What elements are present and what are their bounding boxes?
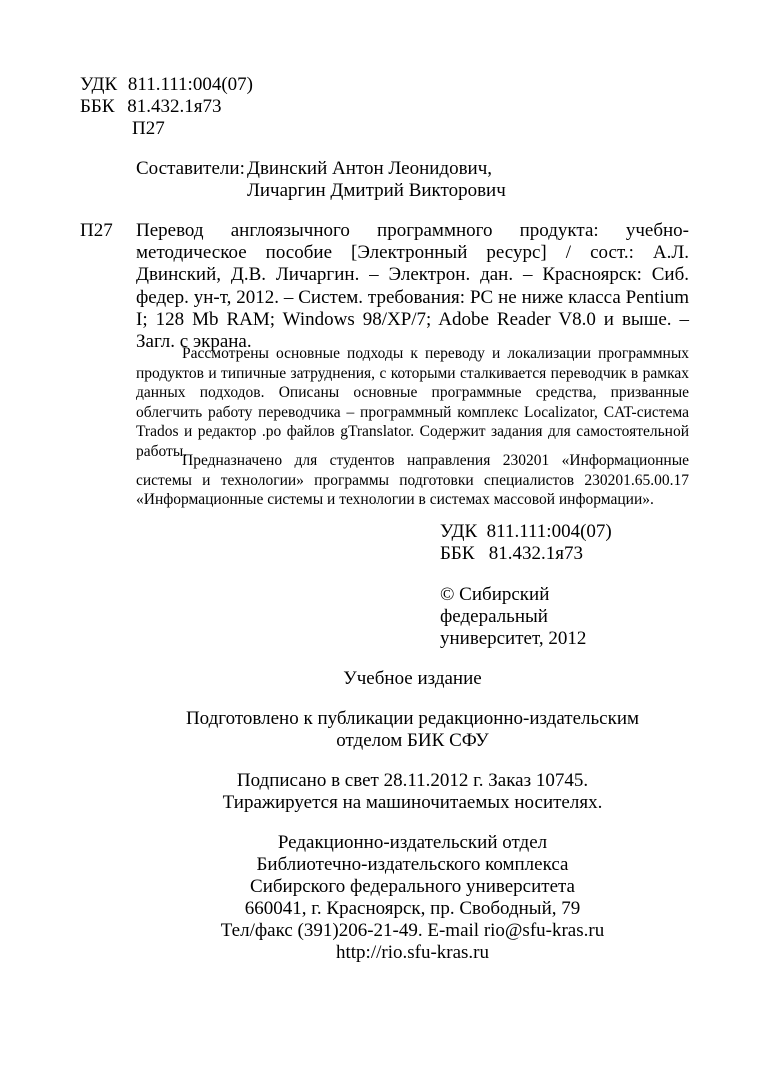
publisher-address: 660041, г. Красноярск, пр. Свободный, 79 [244,898,581,919]
publisher-contact: Тел/факс (391)206-21-49. E-mail rio@sfu-kras.ru [220,920,605,941]
bibliographic-mark: П27 [80,220,113,241]
prepared-by-line-2: отделом БИК СФУ [336,730,489,751]
copyright-line-2: федеральный [440,606,548,627]
udk-label: УДК [80,74,118,95]
compilers-label: Составители: [136,158,245,179]
udk-repeat: УДК 811.111:004(07) [440,521,612,542]
bbk-repeat: ББК 81.432.1я73 [440,543,583,564]
publisher-line-1: Редакционно-издательский отдел [277,832,548,853]
bbk-line [80,96,222,118]
compiler-name-1: Двинский Антон Леонидович, [247,158,493,179]
bibliographic-description: Перевод англоязычного программного продукта: учебно-методическое пособие [Электронный ресурс] / сост.: А.Л. Двинский, Д.В. Личаргин. – Электрон. дан. – Красноярск: Сиб. федер. ун-т, 2012. – Систем. требования: PC не ниже класса Pentium I; 128 Mb RAM; Windows 98/XP/7; Adobe Reader V8.0 и выше. – Загл. с экрана. [136,220,689,353]
publisher-website: http://rio.sfu-kras.ru [335,942,490,963]
author-mark: П27 [132,118,165,139]
publisher-line-3: Сибирского федерального университета [250,876,575,897]
annotation-paragraph-1: Рассмотрены основные подходы к переводу и локализации программных продуктов и типичные затруднения, с которыми сталкивается переводчик в рамках данных подходов. Описаны основные программные средства, призванные облегчить работу переводчика – программный комплекс Localizator, CAT-система Trados и редактор .po файлов gTranslator. Содержит задания для самостоятельной работы. [136,345,689,460]
bbk-label: ББК [80,96,115,117]
annotation-paragraph-2: Предназначено для студентов направления 230201 «Информационные системы и технологии» программы подготовки специалистов 230201.65.00.17 «Информационные системы и технологии в системах массовой информации». [136,452,689,508]
copyright-line-3: университет, 2012 [440,628,587,649]
copyright-line-1: © Сибирский [440,584,550,605]
udk-line [80,74,253,96]
udk-value: 811.111:004(07) [127,74,253,95]
compiler-name-2: Личаргин Дмитрий Викторович [247,180,506,201]
edition-type: Учебное издание [343,668,482,689]
prepared-by-line-1: Подготовлено к публикации редакционно-издательским [185,708,640,729]
bbk-value: 81.432.1я73 [127,96,222,117]
print-info-line-2: Тиражируется на машиночитаемых носителях. [222,792,603,813]
print-info-line-1: Подписано в свет 28.11.2012 г. Заказ 10745. [236,770,589,791]
publisher-line-2: Библиотечно-издательского комплекса [256,854,569,875]
